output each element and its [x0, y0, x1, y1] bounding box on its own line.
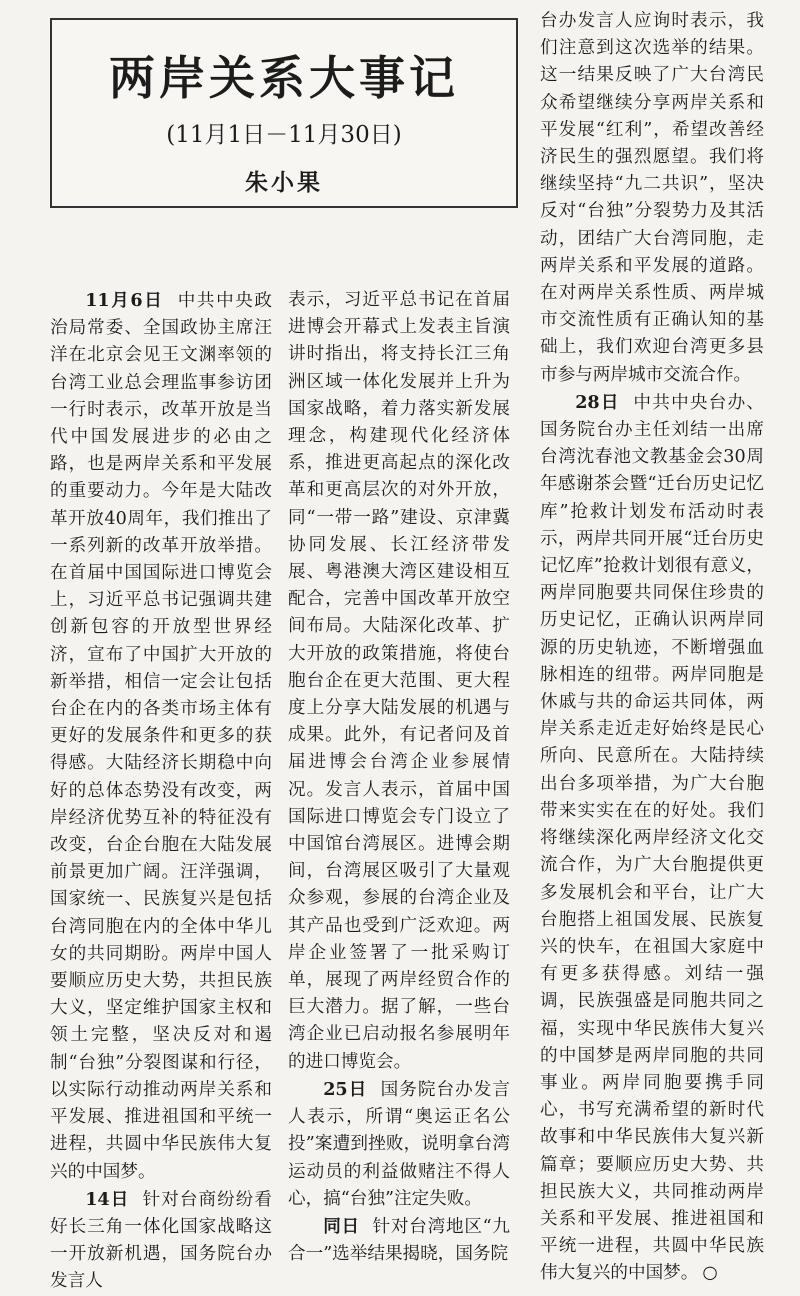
entry-date: 14日: [85, 1188, 130, 1210]
article-title: 两岸关系大事记: [109, 51, 459, 105]
date-range: (11月1日－11月30日): [166, 122, 402, 148]
entry-25: [288, 1076, 510, 1213]
entry-text: 台办发言人应询时表示，我们注意到这次选举的结果。这一结果反映了广大台湾民众希望继续分享两岸关系和平发展“红利”，希望改善经济民生的强烈愿望。我们将继续坚持“九二共识”，坚决反对“台独”分裂势力及其活动，团结广大台湾同胞，走两岸关系和平发展的道路。在对两岸关系性质、两岸城市交流性质有正确认知的基础上，我们欢迎台湾更多县市参与两岸城市交流合作。: [540, 11, 764, 385]
entry-14-continued: [288, 287, 510, 1076]
column-2: [288, 287, 510, 1268]
entry-date: 28日: [575, 391, 620, 413]
entry-text: 国务院台办发言人表示，所谓“奥运正名公投”案遭到挫败，说明拿台湾运动员的利益做赌注不得人心，搞“台独”注定失败。: [288, 1079, 510, 1209]
entry-text: 中共中央政治局常委、全国政协主席汪洋在北京会见王文渊率领的台湾工业总会理监事参访团一行时表示，改革开放是当代中国发展进步的必由之路，也是两岸关系和平发展的重要动力。今年是大陆改革开放40周年，我们推出了一系列新的改革开放举措。在首届中国国际进口博览会上，习近平总书记强调共建创新包容的开放型世界经济，宣布了中国扩大开放的新举措，相信一定会让包括台企在内的各类市场主体有更好的发展条件和更多的获得感。大陆经济长期稳中向好的总体态势没有改变，两岸经济优势互补的特征没有改变，台企台胞在大陆发展前景更加广阔。汪洋强调，国家统一、民族复兴是包括台湾同胞在内的全体中华儿女的共同期盼。两岸中国人要顺应历史大势，共担民族大义，坚定维护国家主权和领土完整，坚决反对和遏制“台独”分裂图谋和行径，以实际行动推动两岸关系和平发展、推进祖国和平统一进程，共圆中华民族伟大复兴的中国梦。: [50, 291, 272, 1182]
entry-text: 针对台商纷纷看好长三角一体化国家战略这一开放新机遇，国务院台办发言人: [50, 1189, 272, 1292]
column-1: [50, 287, 272, 1296]
entry-28: [540, 389, 764, 1288]
title-box: [50, 18, 518, 208]
column-3: [540, 8, 764, 1288]
entry-14: [50, 1186, 272, 1296]
author: 朱小果: [245, 169, 323, 196]
entry-text: 表示，习近平总书记在首届进博会开幕式上发表主旨演讲时指出，将支持长江三角洲区域一体化发展并上升为国家战略，着力落实新发展理念，构建现代化经济体系，推进更高起点的深化改革和更高层次的对外开放，同“一带一路”建设、京津冀协同发展、长江经济带发展、粤港澳大湾区建设相互配合，完善中国改革开放空间布局。大陆深化改革、扩大开放的政策措施，将使台胞台企在更大范围、更大程度上分享大陆发展的机遇与成果。此外，有记者问及首届进博会台湾企业参展情况。发言人表示，首届中国国际进口博览会专门设立了中国馆台湾展区。进博会期间，台湾展区吸引了大量观众参观，参展的台湾企业及其产品也受到广泛欢迎。两岸企业签署了一批采购订单，展现了两岸经贸合作的巨大潜力。据了解，一些台湾企业已启动报名参展明年的进口博览会。: [288, 290, 510, 1072]
entry-same-day: [288, 1213, 510, 1268]
end-mark-icon: ○: [702, 1263, 718, 1284]
entry-same-day-continued: [540, 8, 764, 389]
entry-date: 11月6日: [85, 290, 164, 311]
entry-text: 中共中央台办、国务院台办主任刘结一出席台湾沈春池文教基金会30周年感谢茶会暨“迁台历史记忆库”抢救计划发布活动时表示，两岸共同开展“迁台历史记忆库”抢救计划很有意义，两岸同胞要共同保住珍贵的历史记忆，正确认识两岸同源的历史轨迹，不断增强血脉相连的纽带。两岸同胞是休戚与共的命运共同体，两岸关系走近走好始终是民心所向、民意所在。大陆持续出台多项举措，为广大台胞带来实实在在的好处。我们将继续深化两岸经济文化交流合作，为广大台胞提供更多发展机会和平台，让广大台胞搭上祖国发展、民族复兴的快车，在祖国大家庭中有更多获得感。刘结一强调，民族强盛是同胞共同之福，实现中华民族伟大复兴的中国梦是两岸同胞的共同事业。两岸同胞要携手同心，书写充满希望的新时代故事和中华民族伟大复兴新篇章；要顺应历史大势、共担民族大义，共同推动两岸关系和平发展、推进祖国和平统一进程，共圆中华民族伟大复兴的中国梦。: [540, 392, 765, 1284]
entry-text: 针对台湾地区“九合一”选举结果揭晓，国务院: [288, 1216, 511, 1265]
entry-date: 同日: [323, 1215, 360, 1237]
entry-date: 25日: [323, 1078, 368, 1100]
entry-nov-6: [50, 287, 272, 1186]
